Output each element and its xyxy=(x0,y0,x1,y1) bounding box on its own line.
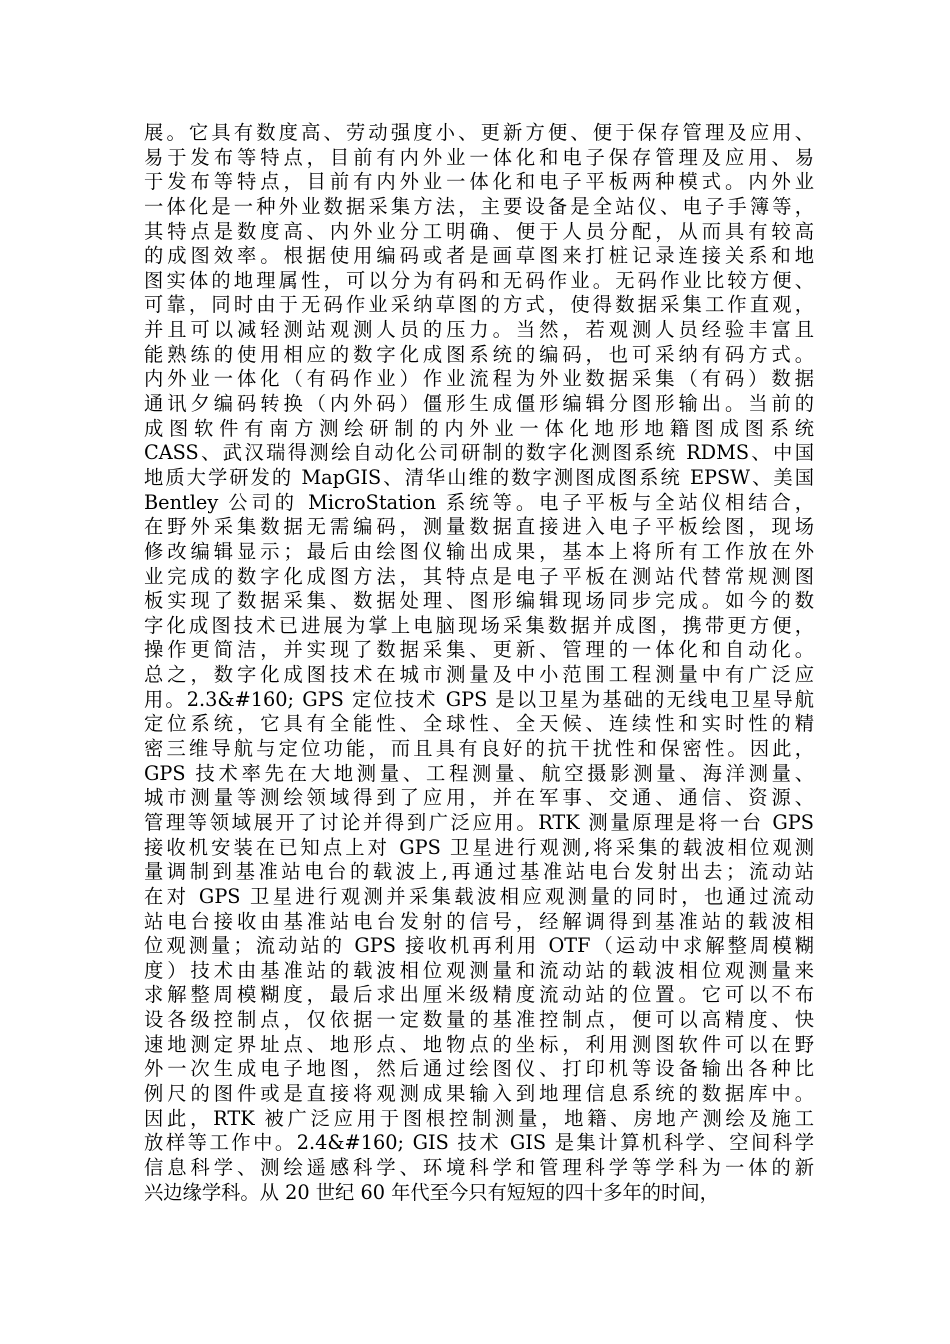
text-line: 字化成图技术已进展为掌上电脑现场采集数据并成图，携带更方便， xyxy=(144,613,814,637)
text-line: 例尺的图件或是直接将观测成果输入到地理信息系统的数据库中。 xyxy=(144,1081,814,1105)
body-text xyxy=(144,121,814,1205)
text-line: 的成图效率。根据使用编码或者是画草图来打桩记录连接关系和地 xyxy=(144,244,814,268)
text-line: 管理等领域展开了讨论并得到广泛应用。RTK 测量原理是将一台 GPS xyxy=(144,810,814,834)
text-line: 在对 GPS 卫星进行观测并采集载波相应观测量的同时，也通过流动 xyxy=(144,884,814,908)
text-line: 因此，RTK 被广泛应用于图根控制测量，地籍、房地产测绘及施工 xyxy=(144,1106,814,1130)
text-line: 站电台接收由基准站电台发射的信号，经解调得到基准站的载波相 xyxy=(144,909,814,933)
text-line: 量调制到基准站电台的载波上,再通过基准站电台发射出去；流动站 xyxy=(144,860,814,884)
text-line: 总之，数字化成图技术在城市测量及中小范围工程测量中有广泛应 xyxy=(144,663,814,687)
text-line: 求解整周模糊度，最后求出厘米级精度流动站的位置。它可以不布 xyxy=(144,983,814,1007)
text-line: 能熟练的使用相应的数字化成图系统的编码，也可采纳有码方式。 xyxy=(144,342,814,366)
text-line: 城市测量等测绘领域得到了应用，并在军事、交通、通信、资源、 xyxy=(144,786,814,810)
text-line: 可靠，同时由于无码作业采纳草图的方式，使得数据采集工作直观， xyxy=(144,293,814,317)
text-line: 板实现了数据采集、数据处理、图形编辑现场同步完成。如今的数 xyxy=(144,589,814,613)
text-line: 信息科学、测绘遥感科学、环境科学和管理科学等学科为一体的新 xyxy=(144,1155,814,1179)
text-line: 展。它具有数度高、劳动强度小、更新方便、便于保存管理及应用、 xyxy=(144,121,814,144)
text-line: 于发布等特点，目前有内外业一体化和电子平板两种模式。内外业 xyxy=(144,170,814,194)
text-line: 用。2.3&#160; GPS 定位技术 GPS 是以卫星为基础的无线电卫星导航 xyxy=(144,687,814,711)
text-line: 速地测定界址点、地形点、地物点的坐标，利用测图软件可以在野 xyxy=(144,1032,814,1056)
text-line: 外一次生成电子地图，然后通过绘图仪、打印机等设备输出各种比 xyxy=(144,1057,814,1081)
text-line: GPS 技术率先在大地测量、工程测量、航空摄影测量、海洋测量、 xyxy=(144,761,814,785)
text-line: 通讯夕编码转换（内外码）僵形生成僵形编辑分图形输出。当前的 xyxy=(144,392,814,416)
text-line: 操作更简洁，并实现了数据采集、更新、管理的一体化和自动化。 xyxy=(144,638,814,662)
text-line: 密三维导航与定位功能，而且具有良好的抗干扰性和保密性。因此， xyxy=(144,737,814,761)
text-line: 并且可以减轻测站观测人员的压力。当然，若观测人员经验丰富且 xyxy=(144,318,814,342)
text-line: 设各级控制点，仅依据一定数量的基准控制点，便可以高精度、快 xyxy=(144,1008,814,1032)
text-line: 业完成的数字化成图方法，其特点是电子平板在测站代替常规测图 xyxy=(144,564,814,588)
text-line: 在野外采集数据无需编码，测量数据直接进入电子平板绘图，现场 xyxy=(144,515,814,539)
text-line: 度）技术由基准站的载波相位观测量和流动站的载波相位观测量来 xyxy=(144,958,814,982)
text-line: 图实体的地理属性，可以分为有码和无码作业。无码作业比较方便、 xyxy=(144,268,814,292)
text-line: 成图软件有南方测绘研制的内外业一体化地形地籍图成图系统 xyxy=(144,416,814,440)
text-line: 位观测量；流动站的 GPS 接收机再利用 OTF（运动中求解整周模糊 xyxy=(144,934,814,958)
text-line: Bentley 公司的 MicroStation 系统等。电子平板与全站仪相结合， xyxy=(144,490,814,514)
text-line: CASS、武汉瑞得测绘自动化公司研制的数字化测图系统 RDMS、中国 xyxy=(144,441,814,465)
text-line: 放样等工作中。2.4&#160; GIS 技术 GIS 是集计算机科学、空间科学 xyxy=(144,1131,814,1155)
text-line: 修改编辑显示；最后由绘图仪输出成果，基本上将所有工作放在外 xyxy=(144,539,814,563)
text-line: 其特点是数度高、内外业分工明确、便于人员分配，从而具有较高 xyxy=(144,219,814,243)
text-line: 兴边缘学科。从 20 世纪 60 年代至今只有短短的四十多年的时间， xyxy=(144,1180,719,1204)
text-line: 接收机安装在已知点上对 GPS 卫星进行观测,将采集的载波相位观测 xyxy=(144,835,814,859)
text-line: 一体化是一种外业数据采集方法，主要设备是全站仪、电子手簿等， xyxy=(144,194,814,218)
text-line: 定位系统，它具有全能性、全球性、全天候、连续性和实时性的精 xyxy=(144,712,814,736)
text-line: 地质大学研发的 MapGIS、清华山维的数字测图成图系统 EPSW、美国 xyxy=(144,465,814,489)
text-line: 易于发布等特点，目前有内外业一体化和电子保存管理及应用、易 xyxy=(144,145,814,169)
text-line: 内外业一体化（有码作业）作业流程为外业数据采集（有码）数据 xyxy=(144,367,814,391)
